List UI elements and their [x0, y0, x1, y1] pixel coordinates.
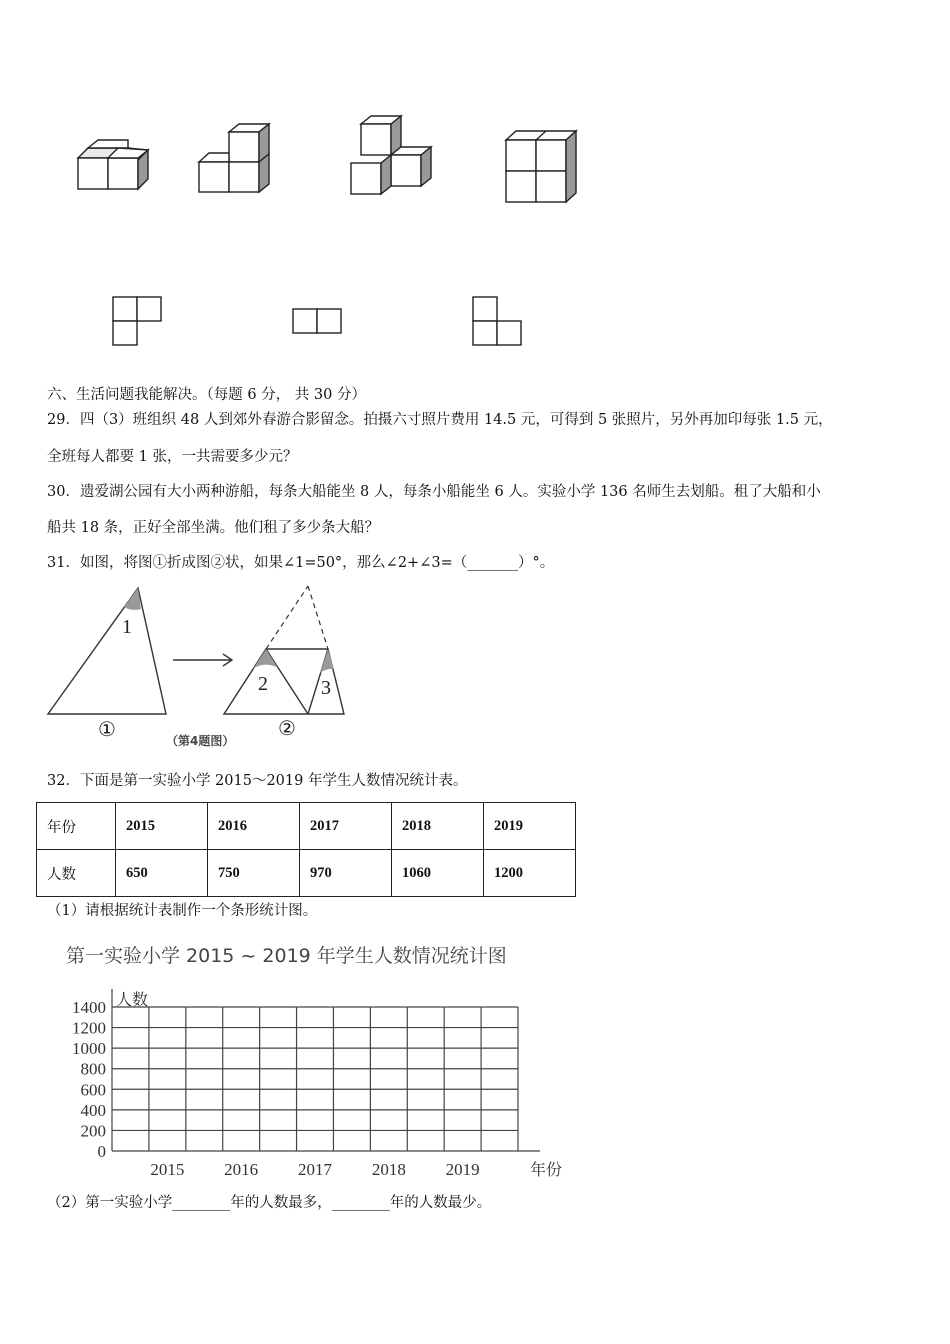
question-32-sub-2: （2）第一实验小学________年的人数最多，________年的人数最少。: [47, 1195, 492, 1211]
question-32-sub-1: （1）请根据统计表制作一个条形统计图。: [47, 903, 318, 919]
y-tick-label: 1000: [72, 1039, 106, 1059]
question-30-line-2: 船共 18 条，正好全部坐满。他们租了多少条大船？: [47, 520, 380, 536]
view-shape-2: [293, 309, 341, 333]
y-tick-label: 0: [97, 1142, 106, 1161]
angle-3-label: 3: [321, 677, 331, 699]
view-shape-1: [113, 297, 161, 345]
stats-table: [36, 802, 576, 897]
triangle-fold-figure: [40, 582, 400, 752]
view-shape-3: [473, 297, 521, 345]
cube-figures: [0, 0, 950, 360]
table-cell: 970: [300, 850, 392, 897]
table-header-year: 年份: [37, 803, 116, 850]
table-cell: 750: [208, 850, 300, 897]
y-tick-label: 400: [80, 1100, 106, 1120]
x-axis-label: 年份: [529, 1160, 563, 1179]
table-cell: 1200: [484, 850, 576, 897]
question-29-line-2: 全班每人都要 1 张，一共需要多少元？: [47, 449, 298, 465]
table-cell: 1060: [392, 850, 484, 897]
table-cell: 2016: [208, 803, 300, 850]
y-tick-label: 800: [80, 1059, 106, 1079]
figure-caption: （第4题图）: [166, 734, 235, 748]
question-30-line-1: 30．遗爱湖公园有大小两种游船，每条大船能坐 8 人，每条小船能坐 6 人。实验小学 136 名师生去划船。租了大船和小: [47, 484, 821, 500]
question-32: 32．下面是第一实验小学 2015～2019 年学生人数情况统计表。: [47, 773, 468, 789]
table-cell: 2015: [116, 803, 208, 850]
y-tick-label: 600: [80, 1080, 106, 1100]
y-tick-label: 1200: [72, 1018, 106, 1038]
table-row-counts: [37, 850, 576, 897]
x-tick-label: 2019: [445, 1160, 480, 1179]
question-31: 31．如图，将图①折成图②状，如果∠1=50°，那么∠2+∠3=（_______）°。: [47, 555, 555, 571]
angle-2-label: 2: [258, 673, 268, 695]
table-cell: 650: [116, 850, 208, 897]
table-cell: 2017: [300, 803, 392, 850]
y-tick-label: 1400: [72, 998, 106, 1017]
table-cell: 2019: [484, 803, 576, 850]
table-cell: 2018: [392, 803, 484, 850]
cube-figure-b: [199, 124, 269, 192]
x-tick-label: 2017: [298, 1160, 332, 1179]
x-tick-label: 2018: [371, 1160, 406, 1179]
angle-1-label: 1: [122, 616, 132, 638]
figure-2-label: ②: [278, 716, 296, 740]
cube-figure-c: [351, 116, 431, 194]
x-tick-label: 2016: [224, 1160, 259, 1179]
chart-title: 第一实验小学 2015 ~ 2019 年学生人数情况统计图: [66, 945, 507, 967]
cube-figure-a: [78, 140, 148, 189]
figure-1-label: ①: [98, 717, 116, 741]
section-heading: 六、生活问题我能解决。（每题 6 分， 共 30 分）: [47, 387, 366, 403]
y-axis-label: 人数: [116, 990, 149, 1009]
cube-figure-d: [506, 131, 576, 202]
bar-chart-grid: [60, 980, 563, 1180]
y-tick-label: 200: [80, 1121, 106, 1141]
table-row-years: [37, 803, 576, 850]
table-header-count: 人数: [37, 850, 116, 897]
question-29-line-1: 29．四（3）班组织 48 人到郊外春游合影留念。拍摄六寸照片费用 14.5 元，可得到 5 张照片，另外再加印每张 1.5 元，: [47, 412, 833, 428]
x-tick-label: 2015: [150, 1160, 185, 1179]
